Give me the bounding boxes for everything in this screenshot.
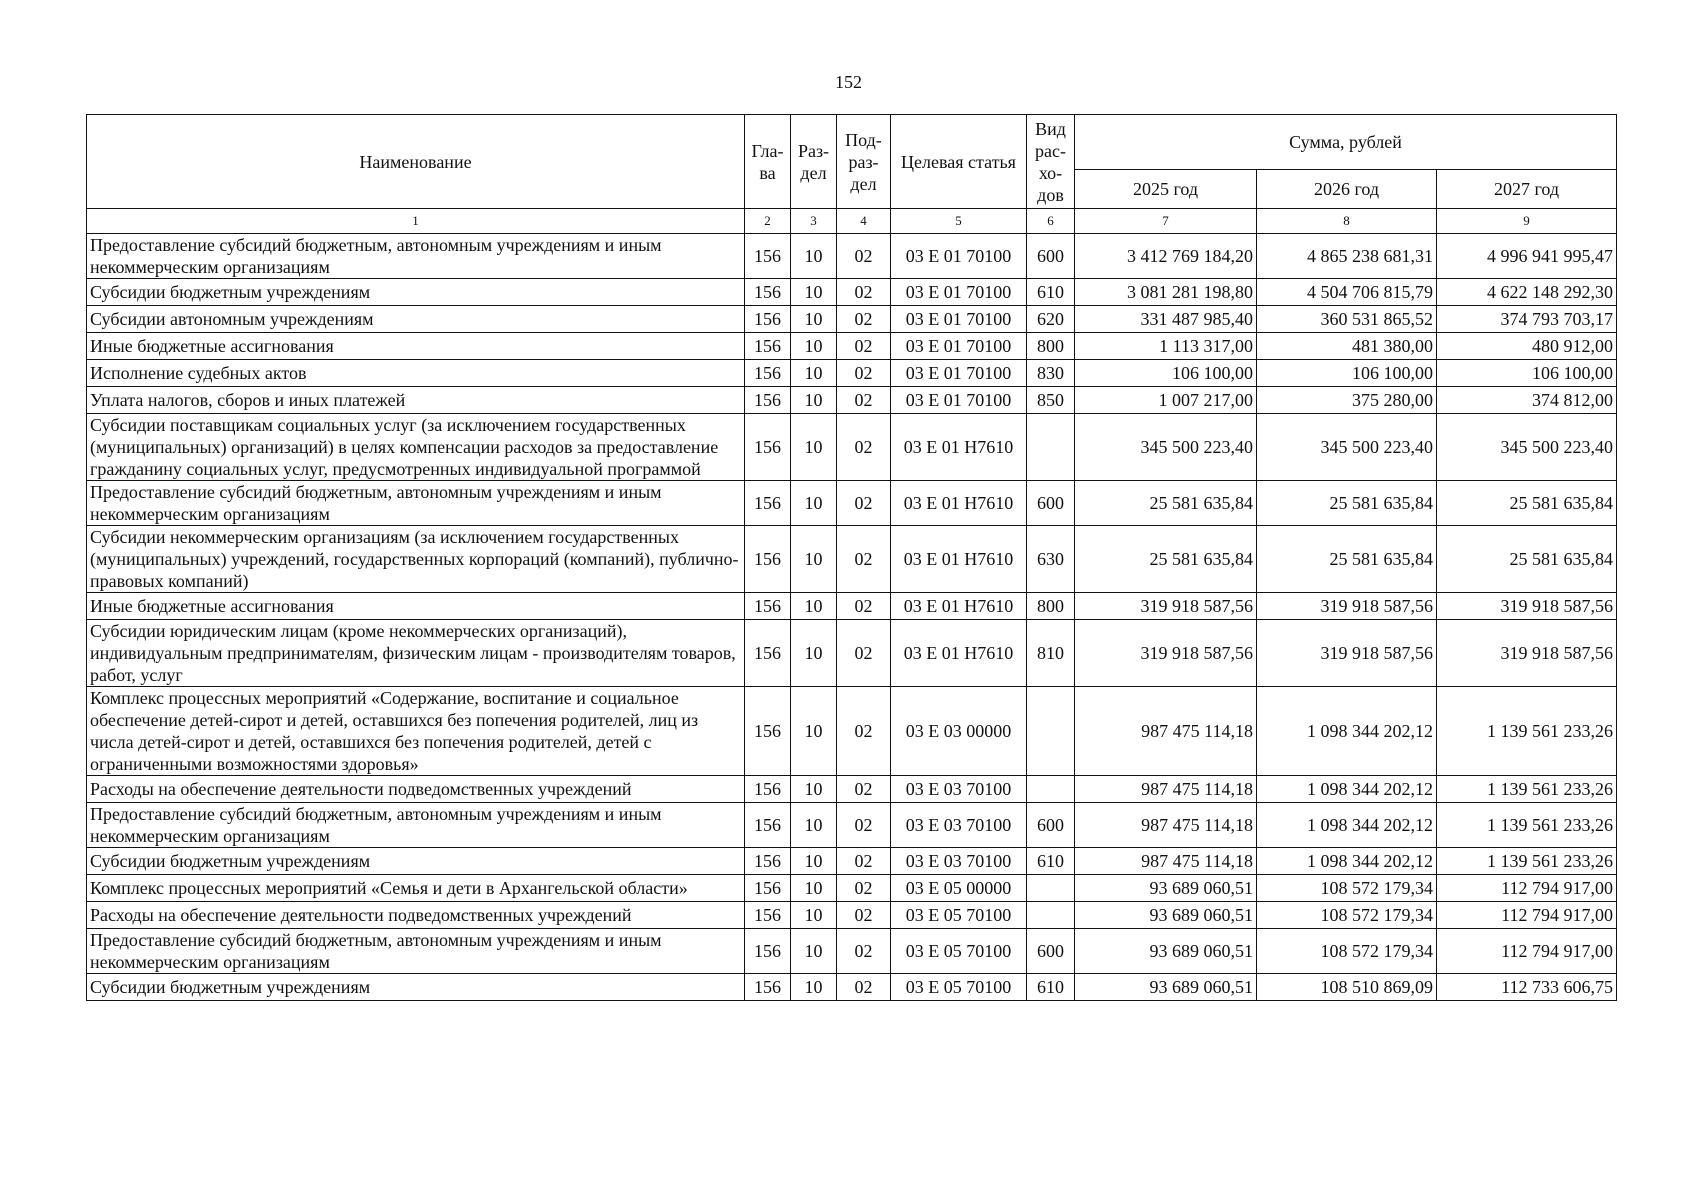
row-amount-2027: 112 733 606,75 bbox=[1437, 974, 1617, 1001]
row-target-article: 03 Е 01 Н7610 bbox=[891, 414, 1027, 481]
row-amount-2026: 481 380,00 bbox=[1257, 333, 1437, 360]
row-section: 10 bbox=[791, 776, 837, 803]
row-target-article: 03 Е 01 Н7610 bbox=[891, 593, 1027, 620]
table-row bbox=[87, 234, 1617, 279]
row-name: Субсидии поставщикам социальных услуг (за исключением государственных (муниципальных) организаций) в целях компенсации расходов за предоставление гражданину социальных услуг, предусмотренных индивидуальной программой bbox=[87, 414, 745, 481]
row-section: 10 bbox=[791, 929, 837, 974]
row-amount-2025: 987 475 114,18 bbox=[1075, 687, 1257, 776]
row-amount-2025: 106 100,00 bbox=[1075, 360, 1257, 387]
row-amount-2026: 1 098 344 202,12 bbox=[1257, 687, 1437, 776]
row-chapter: 156 bbox=[745, 875, 791, 902]
table-body bbox=[87, 234, 1617, 1001]
header-section: Раз-дел bbox=[791, 115, 837, 209]
table-row bbox=[87, 929, 1617, 974]
row-amount-2026: 108 572 179,34 bbox=[1257, 902, 1437, 929]
row-chapter: 156 bbox=[745, 414, 791, 481]
row-subsection: 02 bbox=[837, 687, 891, 776]
row-chapter: 156 bbox=[745, 387, 791, 414]
row-amount-2027: 319 918 587,56 bbox=[1437, 620, 1617, 687]
row-subsection: 02 bbox=[837, 974, 891, 1001]
row-section: 10 bbox=[791, 360, 837, 387]
row-chapter: 156 bbox=[745, 687, 791, 776]
row-name: Субсидии некоммерческим организациям (за исключением государственных (муниципальных) учреждений, государственных корпораций (компаний), публично-правовых компаний) bbox=[87, 526, 745, 593]
table-row bbox=[87, 776, 1617, 803]
column-number: 3 bbox=[791, 209, 837, 234]
row-expense-type bbox=[1027, 776, 1075, 803]
row-amount-2026: 319 918 587,56 bbox=[1257, 593, 1437, 620]
row-section: 10 bbox=[791, 414, 837, 481]
row-amount-2025: 331 487 985,40 bbox=[1075, 306, 1257, 333]
row-amount-2026: 106 100,00 bbox=[1257, 360, 1437, 387]
row-target-article: 03 Е 01 70100 bbox=[891, 306, 1027, 333]
header-sum: Сумма, рублей bbox=[1075, 115, 1617, 170]
row-expense-type: 630 bbox=[1027, 526, 1075, 593]
row-target-article: 03 Е 05 00000 bbox=[891, 875, 1027, 902]
row-subsection: 02 bbox=[837, 593, 891, 620]
row-chapter: 156 bbox=[745, 279, 791, 306]
table-header bbox=[87, 115, 1617, 234]
row-amount-2027: 112 794 917,00 bbox=[1437, 902, 1617, 929]
row-amount-2025: 93 689 060,51 bbox=[1075, 974, 1257, 1001]
row-expense-type: 800 bbox=[1027, 593, 1075, 620]
row-expense-type: 610 bbox=[1027, 279, 1075, 306]
row-name: Субсидии бюджетным учреждениям bbox=[87, 974, 745, 1001]
row-amount-2025: 93 689 060,51 bbox=[1075, 902, 1257, 929]
row-chapter: 156 bbox=[745, 902, 791, 929]
row-expense-type bbox=[1027, 902, 1075, 929]
table-row bbox=[87, 620, 1617, 687]
row-amount-2027: 1 139 561 233,26 bbox=[1437, 803, 1617, 848]
header-name: Наименование bbox=[87, 115, 745, 209]
table-row bbox=[87, 306, 1617, 333]
row-section: 10 bbox=[791, 279, 837, 306]
row-amount-2026: 375 280,00 bbox=[1257, 387, 1437, 414]
table-row bbox=[87, 333, 1617, 360]
row-chapter: 156 bbox=[745, 776, 791, 803]
row-amount-2026: 108 572 179,34 bbox=[1257, 875, 1437, 902]
row-amount-2025: 93 689 060,51 bbox=[1075, 875, 1257, 902]
row-amount-2025: 319 918 587,56 bbox=[1075, 620, 1257, 687]
row-section: 10 bbox=[791, 875, 837, 902]
row-subsection: 02 bbox=[837, 306, 891, 333]
row-section: 10 bbox=[791, 848, 837, 875]
row-amount-2025: 3 412 769 184,20 bbox=[1075, 234, 1257, 279]
row-target-article: 03 Е 01 Н7610 bbox=[891, 526, 1027, 593]
row-chapter: 156 bbox=[745, 803, 791, 848]
row-chapter: 156 bbox=[745, 929, 791, 974]
row-amount-2025: 319 918 587,56 bbox=[1075, 593, 1257, 620]
row-amount-2026: 108 572 179,34 bbox=[1257, 929, 1437, 974]
column-number: 2 bbox=[745, 209, 791, 234]
header-chapter: Гла-ва bbox=[745, 115, 791, 209]
row-subsection: 02 bbox=[837, 776, 891, 803]
row-amount-2025: 25 581 635,84 bbox=[1075, 526, 1257, 593]
row-expense-type bbox=[1027, 414, 1075, 481]
row-target-article: 03 Е 03 00000 bbox=[891, 687, 1027, 776]
row-expense-type: 600 bbox=[1027, 234, 1075, 279]
row-target-article: 03 Е 01 Н7610 bbox=[891, 620, 1027, 687]
row-name: Комплекс процессных мероприятий «Содержание, воспитание и социальное обеспечение детей-сирот и детей, оставшихся без попечения родителей, лиц из числа детей-сирот и детей, оставшихся без попечения родителей, детей с ограниченными возможностями здоровья» bbox=[87, 687, 745, 776]
row-amount-2026: 360 531 865,52 bbox=[1257, 306, 1437, 333]
column-number: 5 bbox=[891, 209, 1027, 234]
row-amount-2025: 25 581 635,84 bbox=[1075, 481, 1257, 526]
row-amount-2026: 1 098 344 202,12 bbox=[1257, 803, 1437, 848]
table-row bbox=[87, 414, 1617, 481]
row-section: 10 bbox=[791, 526, 837, 593]
header-target: Целевая статья bbox=[891, 115, 1027, 209]
row-amount-2027: 319 918 587,56 bbox=[1437, 593, 1617, 620]
row-target-article: 03 Е 01 70100 bbox=[891, 333, 1027, 360]
header-subsection: Под-раз-дел bbox=[837, 115, 891, 209]
header-year-2027: 2027 год bbox=[1437, 170, 1617, 209]
row-subsection: 02 bbox=[837, 620, 891, 687]
table-row bbox=[87, 481, 1617, 526]
row-expense-type: 600 bbox=[1027, 481, 1075, 526]
row-section: 10 bbox=[791, 902, 837, 929]
row-expense-type: 610 bbox=[1027, 848, 1075, 875]
column-number: 4 bbox=[837, 209, 891, 234]
row-subsection: 02 bbox=[837, 803, 891, 848]
row-amount-2026: 345 500 223,40 bbox=[1257, 414, 1437, 481]
row-section: 10 bbox=[791, 803, 837, 848]
row-section: 10 bbox=[791, 387, 837, 414]
row-subsection: 02 bbox=[837, 387, 891, 414]
row-amount-2025: 3 081 281 198,80 bbox=[1075, 279, 1257, 306]
row-subsection: 02 bbox=[837, 902, 891, 929]
row-expense-type: 600 bbox=[1027, 803, 1075, 848]
row-target-article: 03 Е 03 70100 bbox=[891, 776, 1027, 803]
row-amount-2027: 106 100,00 bbox=[1437, 360, 1617, 387]
row-amount-2025: 1 007 217,00 bbox=[1075, 387, 1257, 414]
page-number: 152 bbox=[835, 72, 862, 92]
table-row bbox=[87, 387, 1617, 414]
row-chapter: 156 bbox=[745, 974, 791, 1001]
row-amount-2026: 108 510 869,09 bbox=[1257, 974, 1437, 1001]
row-amount-2027: 1 139 561 233,26 bbox=[1437, 687, 1617, 776]
table-row bbox=[87, 875, 1617, 902]
row-subsection: 02 bbox=[837, 848, 891, 875]
row-chapter: 156 bbox=[745, 620, 791, 687]
table-row bbox=[87, 279, 1617, 306]
row-subsection: 02 bbox=[837, 526, 891, 593]
row-section: 10 bbox=[791, 687, 837, 776]
table-row bbox=[87, 902, 1617, 929]
row-name: Предоставление субсидий бюджетным, автономным учреждениям и иным некоммерческим организациям bbox=[87, 481, 745, 526]
column-number: 8 bbox=[1257, 209, 1437, 234]
row-target-article: 03 Е 05 70100 bbox=[891, 974, 1027, 1001]
row-amount-2026: 4 865 238 681,31 bbox=[1257, 234, 1437, 279]
row-expense-type: 800 bbox=[1027, 333, 1075, 360]
row-name: Расходы на обеспечение деятельности подведомственных учреждений bbox=[87, 776, 745, 803]
row-section: 10 bbox=[791, 620, 837, 687]
column-number: 7 bbox=[1075, 209, 1257, 234]
row-amount-2027: 345 500 223,40 bbox=[1437, 414, 1617, 481]
row-expense-type: 830 bbox=[1027, 360, 1075, 387]
row-target-article: 03 Е 01 70100 bbox=[891, 279, 1027, 306]
table-row bbox=[87, 803, 1617, 848]
row-section: 10 bbox=[791, 333, 837, 360]
row-section: 10 bbox=[791, 974, 837, 1001]
row-name: Предоставление субсидий бюджетным, автономным учреждениям и иным некоммерческим организациям bbox=[87, 803, 745, 848]
row-amount-2026: 4 504 706 815,79 bbox=[1257, 279, 1437, 306]
row-amount-2025: 345 500 223,40 bbox=[1075, 414, 1257, 481]
row-chapter: 156 bbox=[745, 526, 791, 593]
row-expense-type: 610 bbox=[1027, 974, 1075, 1001]
row-name: Субсидии юридическим лицам (кроме некоммерческих организаций), индивидуальным предпринимателям, физическим лицам - производителям товаров, работ, услуг bbox=[87, 620, 745, 687]
row-name: Комплекс процессных мероприятий «Семья и дети в Архангельской области» bbox=[87, 875, 745, 902]
table-row bbox=[87, 687, 1617, 776]
row-amount-2026: 1 098 344 202,12 bbox=[1257, 776, 1437, 803]
row-chapter: 156 bbox=[745, 306, 791, 333]
row-amount-2027: 480 912,00 bbox=[1437, 333, 1617, 360]
row-chapter: 156 bbox=[745, 333, 791, 360]
row-amount-2027: 4 622 148 292,30 bbox=[1437, 279, 1617, 306]
column-number: 6 bbox=[1027, 209, 1075, 234]
row-amount-2027: 112 794 917,00 bbox=[1437, 875, 1617, 902]
row-target-article: 03 Е 01 70100 bbox=[891, 387, 1027, 414]
row-chapter: 156 bbox=[745, 481, 791, 526]
row-expense-type: 620 bbox=[1027, 306, 1075, 333]
row-expense-type bbox=[1027, 875, 1075, 902]
row-name: Иные бюджетные ассигнования bbox=[87, 593, 745, 620]
row-target-article: 03 Е 05 70100 bbox=[891, 929, 1027, 974]
row-amount-2027: 112 794 917,00 bbox=[1437, 929, 1617, 974]
row-section: 10 bbox=[791, 306, 837, 333]
row-amount-2027: 1 139 561 233,26 bbox=[1437, 848, 1617, 875]
row-name: Иные бюджетные ассигнования bbox=[87, 333, 745, 360]
row-subsection: 02 bbox=[837, 234, 891, 279]
row-name: Уплата налогов, сборов и иных платежей bbox=[87, 387, 745, 414]
row-amount-2027: 25 581 635,84 bbox=[1437, 481, 1617, 526]
row-expense-type bbox=[1027, 687, 1075, 776]
row-subsection: 02 bbox=[837, 279, 891, 306]
budget-table bbox=[86, 114, 1617, 1001]
row-amount-2026: 1 098 344 202,12 bbox=[1257, 848, 1437, 875]
row-amount-2026: 25 581 635,84 bbox=[1257, 481, 1437, 526]
row-name: Расходы на обеспечение деятельности подведомственных учреждений bbox=[87, 902, 745, 929]
row-amount-2027: 25 581 635,84 bbox=[1437, 526, 1617, 593]
row-section: 10 bbox=[791, 234, 837, 279]
table-row bbox=[87, 593, 1617, 620]
table-row bbox=[87, 848, 1617, 875]
row-subsection: 02 bbox=[837, 481, 891, 526]
row-amount-2026: 25 581 635,84 bbox=[1257, 526, 1437, 593]
row-target-article: 03 Е 01 70100 bbox=[891, 360, 1027, 387]
row-chapter: 156 bbox=[745, 593, 791, 620]
row-target-article: 03 Е 01 70100 bbox=[891, 234, 1027, 279]
table-row bbox=[87, 360, 1617, 387]
row-subsection: 02 bbox=[837, 875, 891, 902]
header-year-2025: 2025 год bbox=[1075, 170, 1257, 209]
row-amount-2025: 93 689 060,51 bbox=[1075, 929, 1257, 974]
row-amount-2025: 987 475 114,18 bbox=[1075, 776, 1257, 803]
row-subsection: 02 bbox=[837, 333, 891, 360]
row-subsection: 02 bbox=[837, 360, 891, 387]
header-expense-type: Вид рас-хо-дов bbox=[1027, 115, 1075, 209]
row-amount-2027: 374 812,00 bbox=[1437, 387, 1617, 414]
row-name: Субсидии бюджетным учреждениям bbox=[87, 848, 745, 875]
table-row bbox=[87, 526, 1617, 593]
row-name: Субсидии автономным учреждениям bbox=[87, 306, 745, 333]
row-target-article: 03 Е 05 70100 bbox=[891, 902, 1027, 929]
row-name: Предоставление субсидий бюджетным, автономным учреждениям и иным некоммерческим организациям bbox=[87, 234, 745, 279]
column-number: 9 bbox=[1437, 209, 1617, 234]
row-amount-2027: 374 793 703,17 bbox=[1437, 306, 1617, 333]
row-amount-2025: 1 113 317,00 bbox=[1075, 333, 1257, 360]
column-number: 1 bbox=[87, 209, 745, 234]
row-expense-type: 850 bbox=[1027, 387, 1075, 414]
row-chapter: 156 bbox=[745, 360, 791, 387]
row-name: Предоставление субсидий бюджетным, автономным учреждениям и иным некоммерческим организациям bbox=[87, 929, 745, 974]
row-subsection: 02 bbox=[837, 929, 891, 974]
row-chapter: 156 bbox=[745, 848, 791, 875]
row-target-article: 03 Е 01 Н7610 bbox=[891, 481, 1027, 526]
row-target-article: 03 Е 03 70100 bbox=[891, 848, 1027, 875]
row-amount-2025: 987 475 114,18 bbox=[1075, 803, 1257, 848]
row-section: 10 bbox=[791, 481, 837, 526]
row-amount-2026: 319 918 587,56 bbox=[1257, 620, 1437, 687]
row-target-article: 03 Е 03 70100 bbox=[891, 803, 1027, 848]
row-expense-type: 810 bbox=[1027, 620, 1075, 687]
row-amount-2027: 1 139 561 233,26 bbox=[1437, 776, 1617, 803]
row-subsection: 02 bbox=[837, 414, 891, 481]
row-name: Субсидии бюджетным учреждениям bbox=[87, 279, 745, 306]
row-amount-2027: 4 996 941 995,47 bbox=[1437, 234, 1617, 279]
row-section: 10 bbox=[791, 593, 837, 620]
row-chapter: 156 bbox=[745, 234, 791, 279]
table-row bbox=[87, 974, 1617, 1001]
row-name: Исполнение судебных актов bbox=[87, 360, 745, 387]
row-expense-type: 600 bbox=[1027, 929, 1075, 974]
row-amount-2025: 987 475 114,18 bbox=[1075, 848, 1257, 875]
header-year-2026: 2026 год bbox=[1257, 170, 1437, 209]
